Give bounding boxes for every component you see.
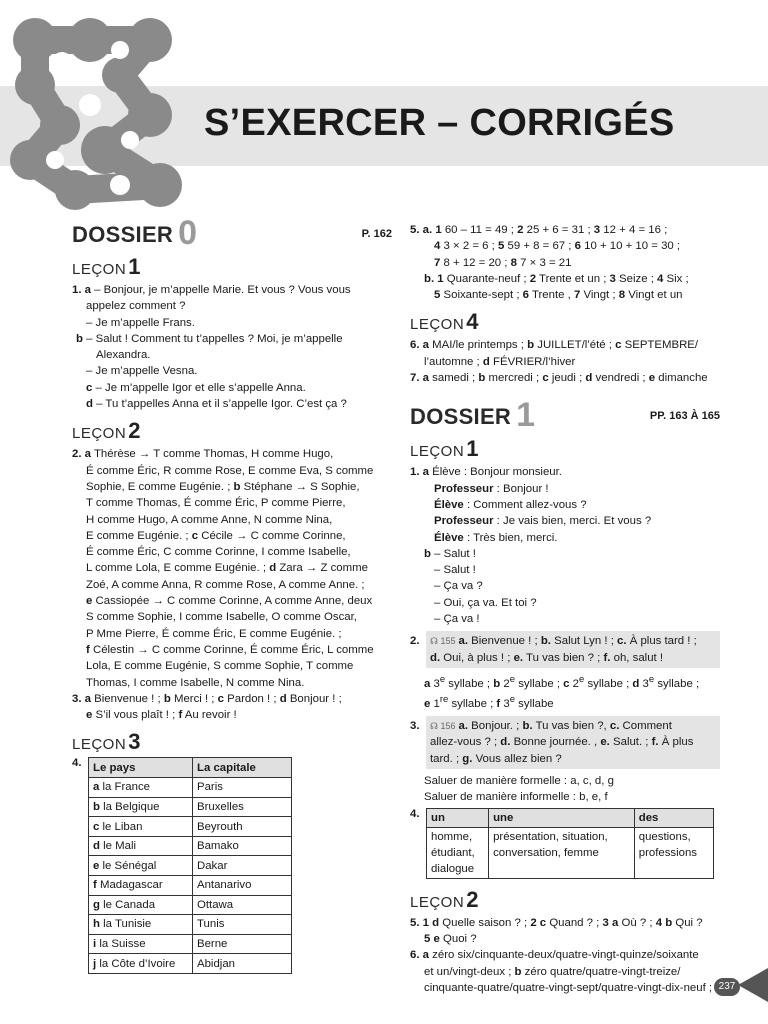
table-row	[89, 915, 292, 935]
answer-line: allez-vous ? ; d. Bonne journée. , e. Salut. ; f. À plus	[430, 736, 694, 749]
capital-cell: Berne	[193, 934, 292, 954]
exercise-2-audio-box	[426, 631, 720, 668]
capital-cell: Paris	[193, 778, 292, 798]
answer-line: 2. a Thérèse → T comme Thomas, H comme Hugo,	[72, 448, 334, 461]
answer-line: appelez comment ?	[86, 300, 186, 313]
lecon-2-heading	[410, 887, 720, 911]
molecule-logo	[0, 0, 190, 215]
answer-line: – Salut !	[434, 564, 476, 577]
answer-line: – Oui, ça va. Et toi ?	[434, 596, 537, 609]
table-row	[89, 954, 292, 974]
lecon-1-heading	[410, 436, 720, 460]
answer-line: d – Tu t’appelles Anna et il s’appelle Igor. C’est ça ?	[86, 398, 347, 411]
exercise-2-syllables	[410, 672, 720, 712]
answer-line: Lola, E comme Eugénie, S comme Sophie, T comme	[86, 660, 354, 673]
answer-line: b – Salut ! Comment tu t’appelles ? Moi, je m’appelle	[76, 332, 343, 345]
lecon-number: 1	[466, 436, 479, 462]
table-row	[89, 817, 292, 837]
lecon-1-answers	[72, 282, 392, 412]
answer-line: 4 3 × 2 = 6 ; 5 59 + 8 = 67 ; 6 10 + 10 + 10 = 30 ;	[434, 240, 681, 253]
answer-line: b. 1 Quarante-neuf ; 2 Trente et un ; 3 Seize ; 4 Six ;	[424, 272, 689, 285]
lecon-label: LEÇON	[410, 316, 465, 334]
capital-cell: Abidjan	[193, 954, 292, 974]
dossier-label: DOSSIER	[410, 404, 512, 430]
answer-line: 5. 1 d Quelle saison ? ; 2 c Quand ? ; 3 a Où ? ; 4 b Qui ?	[410, 916, 703, 929]
headphones-icon: ☊ 155	[430, 636, 456, 647]
answer-line: e 1re syllabe ; f 3e syllabe	[424, 694, 554, 710]
table-header: un	[427, 808, 489, 827]
exercise-5-answers	[410, 222, 720, 303]
answer-line: Professeur : Bonjour !	[434, 482, 549, 495]
answer-line: Élève : Comment allez-vous ?	[434, 498, 587, 511]
lecon-1-answers	[410, 464, 720, 627]
exercise-4-number: 4.	[410, 807, 420, 820]
country-cell: f Madagascar	[89, 875, 193, 895]
answer-line: – Ça va !	[434, 613, 480, 626]
country-cell: a la France	[89, 778, 193, 798]
dossier-label: DOSSIER	[72, 222, 174, 247]
page-number: 237	[714, 978, 740, 996]
answer-line: E comme Eugénie. ; c Cécile → C comme Corinne,	[86, 529, 346, 542]
answer-line: – Ça va ?	[434, 580, 483, 593]
answer-line: et un/vingt-deux ; b zéro quatre/quatre-vingt-treize/	[424, 965, 681, 978]
table-row	[89, 895, 292, 915]
answer-line: É comme Éric, R comme Rose, E comme Eva, S comme	[86, 464, 374, 477]
answer-line: a 3e syllabe ; b 2e syllabe ; c 2e syllabe ; d 3e syllabe ;	[424, 673, 700, 690]
lecon-number: 2	[466, 886, 479, 912]
lecon-label: LEÇON	[410, 893, 465, 911]
country-cell: g le Canada	[89, 895, 193, 915]
lecon-label: LEÇON	[72, 425, 127, 443]
answer-line: Sophie, E comme Eugénie. ; b Stéphane → S Sophie,	[86, 480, 360, 493]
answer-line: Professeur : Je vais bien, merci. Et vous ?	[434, 515, 652, 528]
answer-line: 5 Soixante-sept ; 6 Trente , 7 Vingt ; 8 Vingt et un	[434, 289, 683, 302]
answer-line: 1. a Élève : Bonjour monsieur.	[410, 466, 562, 479]
lecon-3-heading	[72, 729, 392, 753]
table-row	[89, 836, 292, 856]
answer-line: cinquante-quatre/quatre-vingt-sept/quatre-vingt-dix-neuf ;	[424, 981, 713, 994]
answer-line: 5. a. 1 60 – 11 = 49 ; 2 25 + 6 = 31 ; 3 12 + 4 = 16 ;	[410, 224, 668, 236]
answer-line: Zoé, A comme Anna, R comme Rose, A comme Anne. ;	[86, 578, 365, 591]
answer-line: 6. a MAI/le printemps ; b JUILLET/l’été ; c SEPTEMBRE/	[410, 339, 699, 352]
lecon-number: 3	[128, 729, 141, 755]
dossier-1-heading	[410, 394, 720, 435]
answer-line: b – Salut !	[424, 547, 476, 560]
exercise-3-answers	[72, 691, 392, 724]
answer-line: Saluer de manière formelle : a, c, d, g	[424, 775, 614, 788]
lecon-number: 1	[128, 254, 141, 279]
answer-line: 7 8 + 12 = 20 ; 8 7 × 3 = 21	[434, 256, 572, 269]
lecon-2-heading	[72, 418, 392, 442]
exercise-3-number: 3.	[410, 720, 420, 733]
answer-line: d. Oui, à plus ! ; e. Tu vas bien ? ; f. oh, salut !	[430, 651, 664, 664]
dossier-pages: P. 162	[361, 228, 392, 240]
answer-line: ☊ 155 a. Bienvenue ! ; b. Salut Lyn ! ; c. À plus tard ! ;	[430, 633, 716, 649]
lecon-label: LEÇON	[72, 261, 127, 278]
table-row	[89, 875, 292, 895]
right-column	[410, 222, 720, 996]
table-header: une	[489, 808, 635, 827]
countries-capitals-table	[88, 757, 292, 974]
answer-line: 7. a samedi ; b mercredi ; c jeudi ; d vendredi ; e dimanche	[410, 372, 708, 385]
capital-cell: Tunis	[193, 915, 292, 935]
lecon-4-heading	[410, 309, 720, 333]
capital-cell: Bamako	[193, 836, 292, 856]
table-cell: homme, étudiant, dialogue	[427, 827, 489, 878]
answer-line: Alexandra.	[96, 349, 151, 362]
capital-cell: Beyrouth	[193, 817, 292, 837]
table-row	[89, 778, 292, 798]
answer-line: 1. a – Bonjour, je m’appelle Marie. Et vous ? Vous vous	[72, 284, 351, 296]
dossier-number: 0	[178, 214, 198, 252]
answer-line: L comme Lola, E comme Eugénie. ; d Zara → Z comme	[86, 562, 368, 575]
lecon-label: LEÇON	[410, 443, 465, 461]
answer-line: f Célestin → C comme Corinne, É comme Éric, L comme	[86, 643, 374, 656]
table-header: La capitale	[193, 758, 292, 778]
answer-line: S comme Sophie, I comme Isabelle, O comme Oscar,	[86, 611, 357, 624]
table-header: des	[634, 808, 713, 827]
answer-line: É comme Éric, C comme Corinne, I comme Isabelle,	[86, 546, 351, 559]
page-tab-arrow	[738, 968, 768, 1002]
table-row	[89, 797, 292, 817]
answer-line: tard. ; g. Vous allez bien ?	[430, 752, 562, 765]
table-row	[89, 934, 292, 954]
capital-cell: Bruxelles	[193, 797, 292, 817]
exercise-2-number: 2.	[410, 635, 420, 648]
dossier-0-heading	[72, 212, 392, 252]
answer-line: Thomas, I comme Isabelle, N comme Nina.	[86, 676, 305, 689]
capital-cell: Antanarivo	[193, 875, 292, 895]
lecon-4-answers	[410, 337, 720, 386]
answer-line: ☊ 156 a. Bonjour. ; b. Tu vas bien ?, c. Comment	[430, 718, 716, 734]
exercise-4-number: 4.	[72, 757, 82, 770]
answer-line: H comme Hugo, A comme Anne, N comme Nina,	[86, 513, 333, 526]
lecon-2-answers	[410, 915, 720, 996]
answer-line: 3. a Bienvenue ! ; b Merci ! ; c Pardon ! ; d Bonjour ! ;	[72, 692, 342, 705]
exercise-3-notes	[410, 773, 720, 806]
country-cell: h la Tunisie	[89, 915, 193, 935]
country-cell: c le Liban	[89, 817, 193, 837]
answer-line: l’automne ; d FÉVRIER/l’hiver	[424, 355, 576, 368]
nouns-articles-table	[426, 808, 714, 879]
lecon-2-answers	[72, 446, 392, 690]
country-cell: i la Suisse	[89, 934, 193, 954]
capital-cell: Ottawa	[193, 895, 292, 915]
answer-line: – Je m’appelle Frans.	[86, 316, 195, 329]
lecon-label: LEÇON	[72, 736, 127, 754]
answer-line: 6. a zéro six/cinquante-deux/quatre-vingt-quinze/soixante	[410, 949, 699, 962]
answer-line: Saluer de manière informelle : b, e, f	[424, 791, 608, 804]
country-cell: b la Belgique	[89, 797, 193, 817]
lecon-number: 2	[128, 418, 141, 444]
country-cell: d le Mali	[89, 836, 193, 856]
country-cell: j la Côte d’Ivoire	[89, 954, 193, 974]
dossier-number: 1	[516, 396, 536, 435]
country-cell: e le Sénégal	[89, 856, 193, 876]
page-title: S’EXERCER – CORRIGÉS	[204, 102, 675, 144]
answer-line: c – Je m’appelle Igor et elle s’appelle Anna.	[86, 381, 306, 394]
answer-line: 5 e Quoi ?	[424, 932, 477, 945]
table-row	[89, 856, 292, 876]
dossier-pages: PP. 163 À 165	[649, 410, 720, 423]
lecon-number: 4	[466, 309, 479, 335]
answer-line: P Mme Pierre, É comme Éric, E comme Eugénie. ;	[86, 627, 342, 640]
capital-cell: Dakar	[193, 856, 292, 876]
answer-line: e S’il vous plaît ! ; f Au revoir !	[86, 709, 237, 722]
exercise-3-audio-box	[426, 716, 720, 769]
table-cell: questions, professions	[634, 827, 713, 878]
answer-line: T comme Thomas, É comme Éric, P comme Pierre,	[86, 497, 346, 510]
answer-line: Élève : Très bien, merci.	[434, 531, 558, 544]
lecon-1-heading	[72, 254, 392, 278]
headphones-icon: ☊ 156	[430, 721, 456, 732]
answer-line: e Cassiopée → C comme Corinne, A comme Anne, deux	[86, 595, 373, 608]
left-column	[72, 212, 392, 974]
table-cell: présentation, situation, conversation, femme	[489, 827, 635, 878]
table-header: Le pays	[89, 758, 193, 778]
answer-line: – Je m’appelle Vesna.	[86, 365, 198, 378]
